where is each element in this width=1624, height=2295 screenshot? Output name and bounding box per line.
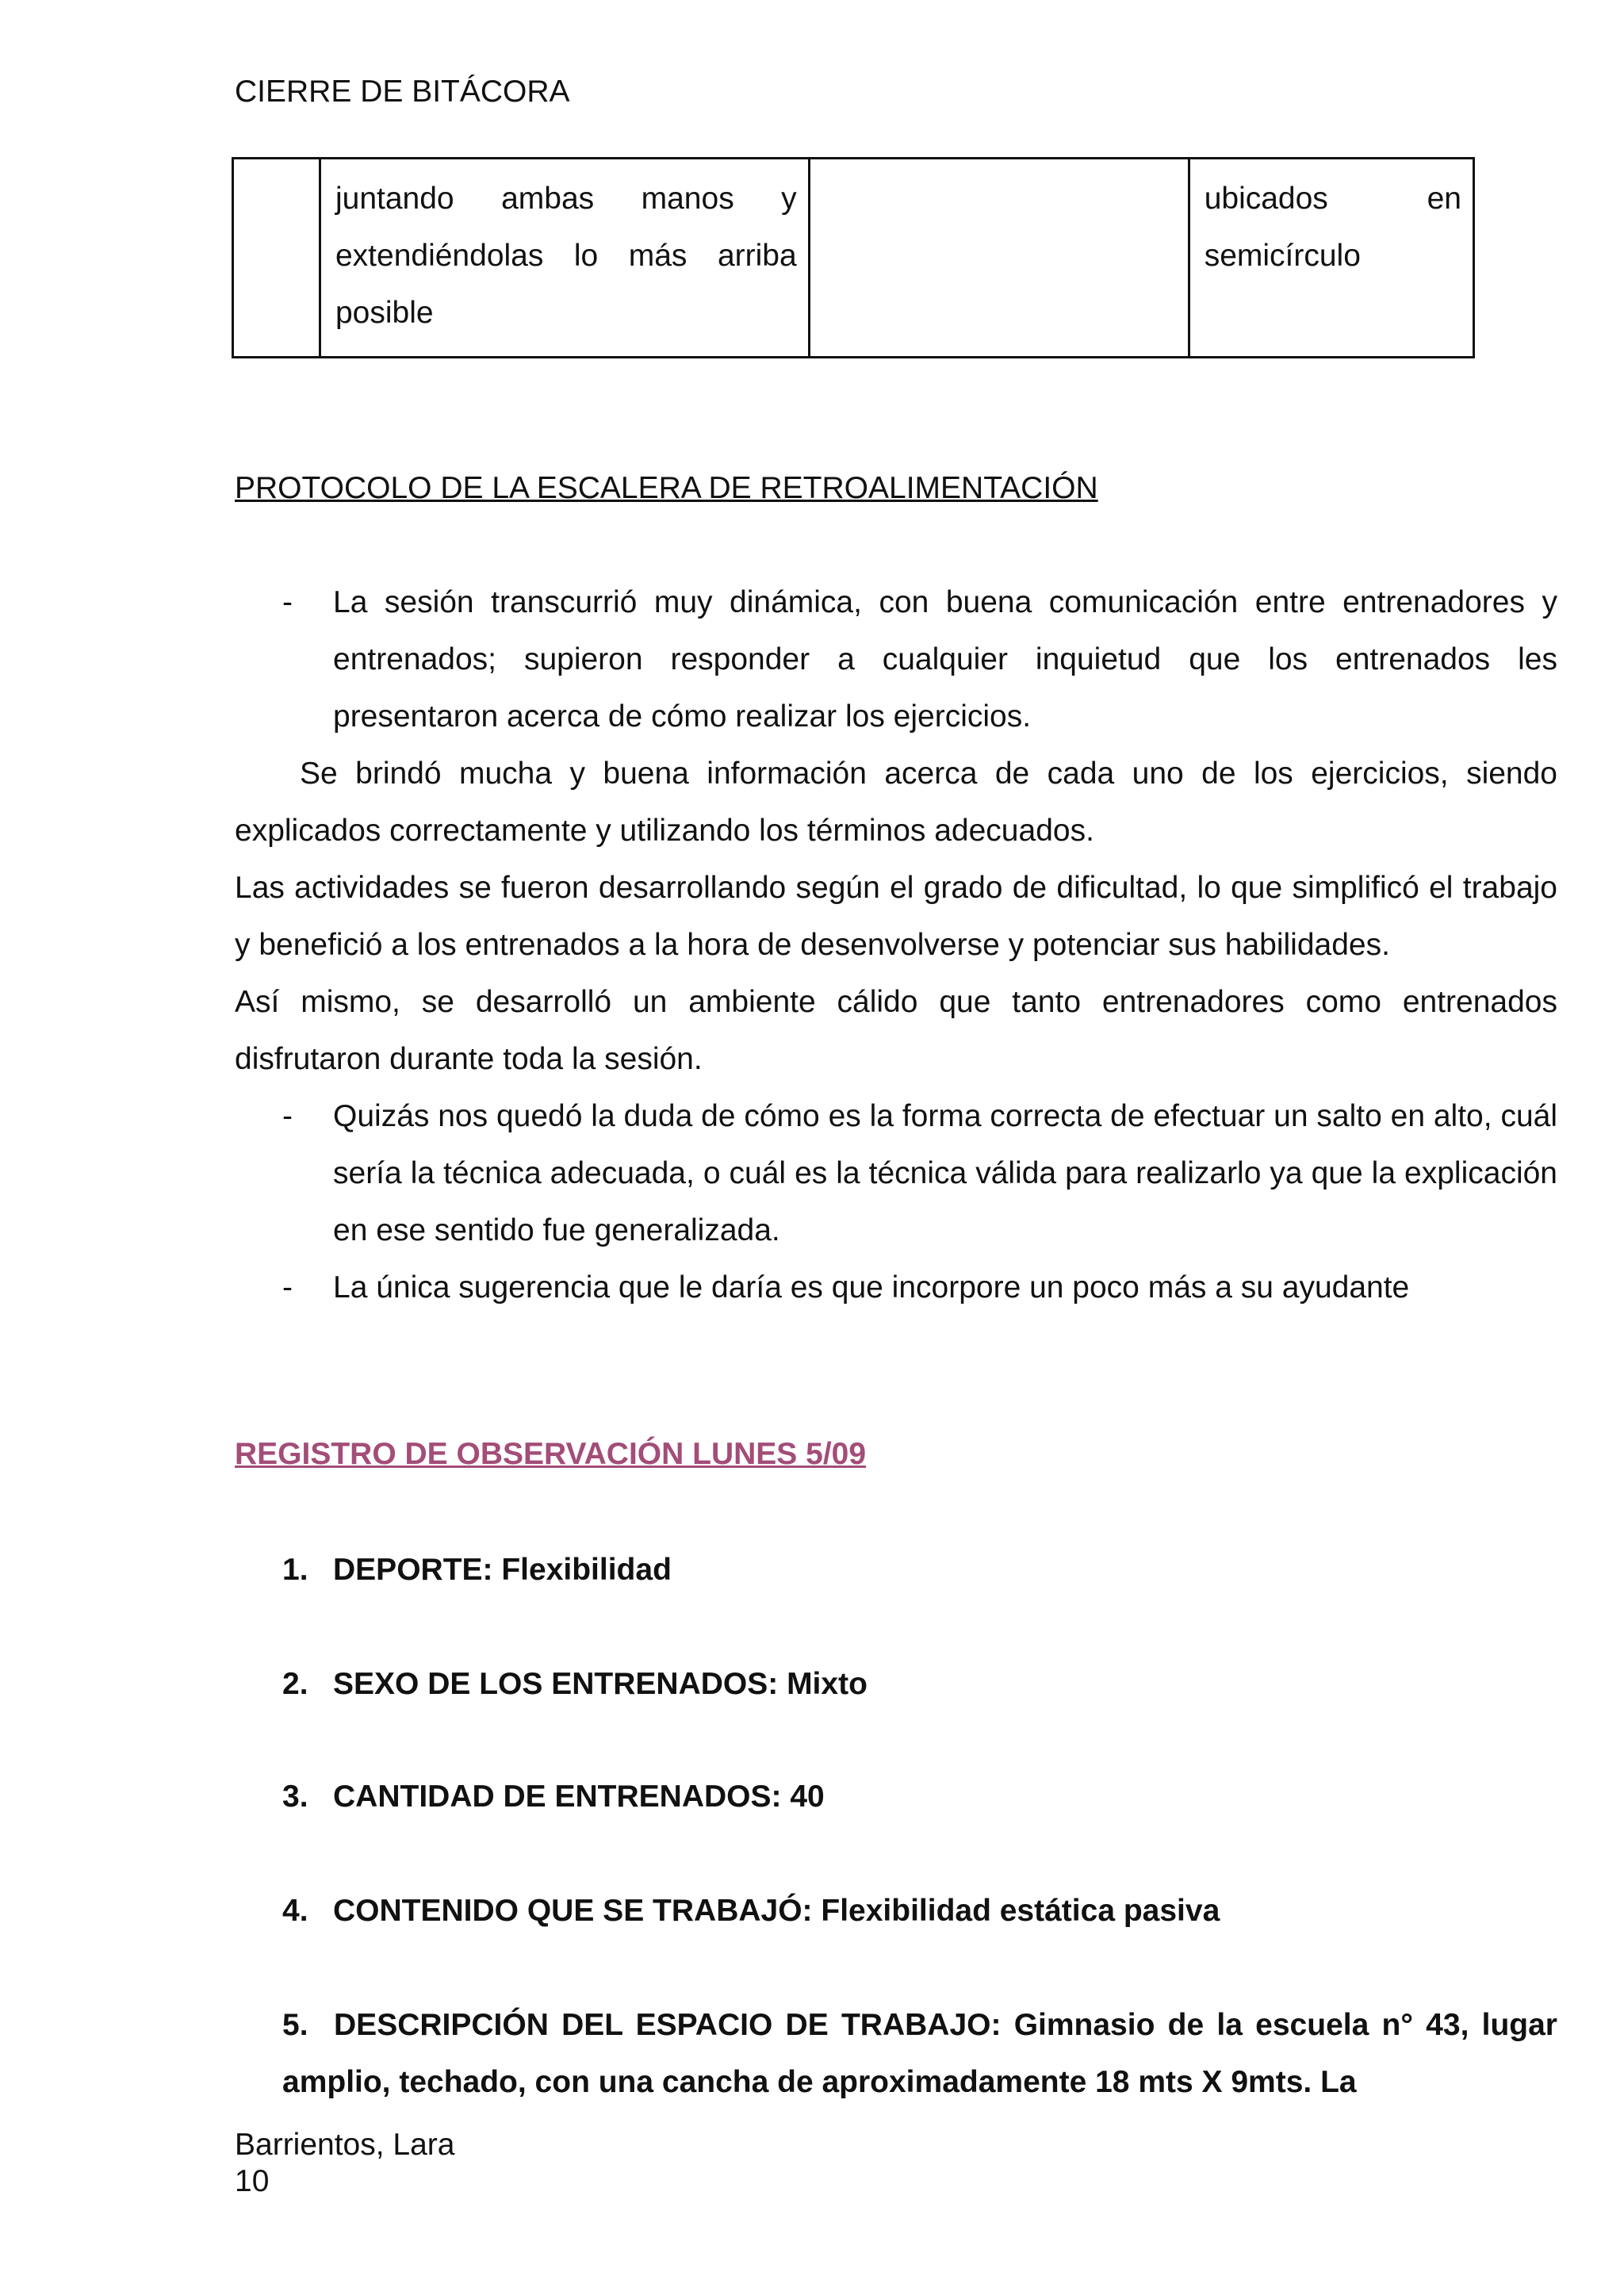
list-text: CONTENIDO QUE SE TRABAJÓ: Flexibilidad estática pasiva [333, 1894, 1220, 1928]
protocol-title: PROTOCOLO DE LA ESCALERA DE RETROALIMENTACIÓN [235, 471, 1098, 505]
list-item [235, 1542, 1557, 1599]
table-row [233, 159, 1474, 358]
table-cell-number [233, 159, 320, 358]
list-text: CANTIDAD DE ENTRENADOS: 40 [333, 1780, 825, 1814]
list-number: 4. [282, 1894, 308, 1928]
cell3-line: ubicados en semicírculo [1204, 182, 1461, 273]
paragraph: Las actividades se fueron desarrollando según el grado de dificultad, lo que simplificó el trabajo y benefició a los entrenados a la hora de desenvolverse y potenciar sus habilidades. [235, 871, 1557, 962]
activity-table-fragment [232, 157, 1475, 358]
list-number: 3. [282, 1780, 308, 1814]
paragraph: Se brindó mucha y buena información acerca de cada uno de los ejercicios, siendo explicados correctamente y utilizando los términos adecuados. [235, 757, 1557, 848]
list-text: DESCRIPCIÓN DEL ESPACIO DE TRABAJO: Gimnasio de la escuela n° 43, lugar amplio, techado, con una cancha de aproximadamente 18 mts X 9mts. La [282, 2008, 1557, 2099]
table-cell-organization [1189, 159, 1473, 358]
bullet-item [235, 1259, 1557, 1316]
bullet-dash: - [282, 1099, 293, 1133]
page-number: 10 [235, 2164, 270, 2198]
protocol-body [235, 574, 1557, 1316]
list-text: SEXO DE LOS ENTRENADOS: Mixto [333, 1667, 868, 1701]
bullet-dash: - [282, 1270, 293, 1305]
table-cell-description: juntando ambas manos y extendiéndolas lo más arriba posible [320, 159, 809, 358]
list-item [235, 1883, 1557, 1940]
list-text-item5 [235, 1997, 1557, 2111]
bullet-text: La sesión transcurrió muy dinámica, con buena comunicación entre entrenadores y entrenados; supieron responder a cualquier inquietud que los entrenados les presentaron acerca de cómo realizar los ejercicios. [333, 585, 1557, 734]
list-text: DEPORTE: Flexibilidad [333, 1553, 672, 1587]
paragraph: Así mismo, se desarrolló un ambiente cálido que tanto entrenadores como entrenados disfrutaron durante toda la sesión. [235, 985, 1557, 1076]
list-item [235, 1656, 1557, 1713]
footer-author: Barrientos, Lara [235, 2128, 455, 2162]
list-number: 2. [282, 1667, 308, 1701]
page-footer [235, 2127, 454, 2200]
bullet-text: La única sugerencia que le daría es que incorpore un poco más a su ayudante [333, 1270, 1410, 1305]
bullet-text: Quizás nos quedó la duda de cómo es la forma correcta de efectuar un salto en alto, cuál sería la técnica adecuada, o cuál es la técnica válida para realizarlo ya que la explicación en ese sentido fue generalizada. [333, 1099, 1557, 1247]
table-cell-empty [809, 159, 1189, 358]
list-number: 1. [282, 1553, 308, 1587]
bullet-item [235, 574, 1557, 745]
page-header: CIERRE DE BITÁCORA [235, 75, 570, 109]
list-item [235, 1997, 1557, 2111]
bullet-dash: - [282, 585, 293, 619]
list-number: 5. [282, 2008, 308, 2042]
bullet-item [235, 1088, 1557, 1259]
registro-title: REGISTRO DE OBSERVACIÓN LUNES 5/09 [235, 1437, 867, 1471]
list-item [235, 1768, 1557, 1826]
